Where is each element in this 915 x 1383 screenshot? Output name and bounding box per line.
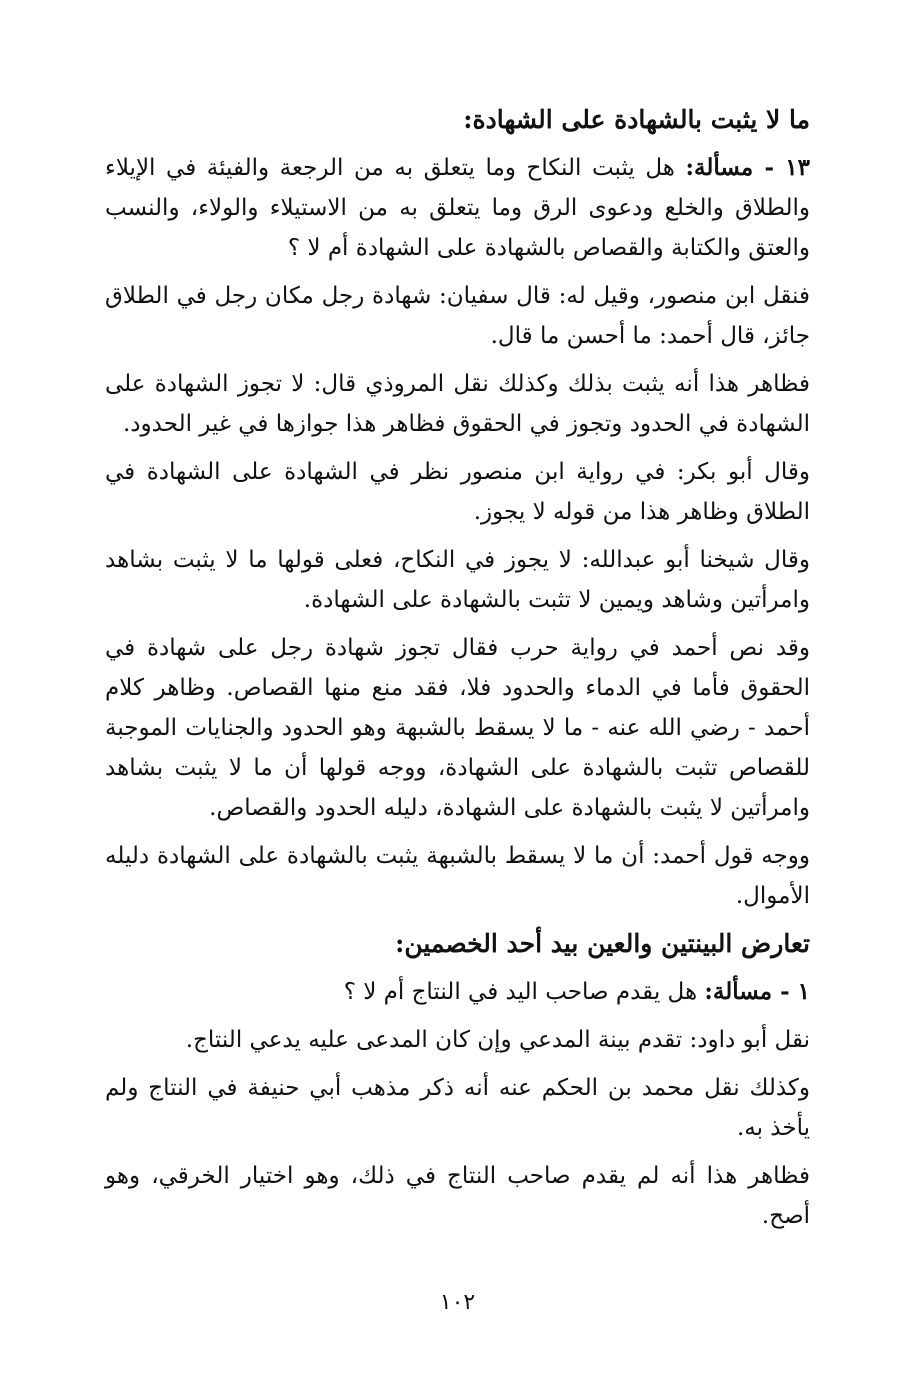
question-number: ١ - مسألة: bbox=[704, 978, 810, 1005]
question-paragraph bbox=[105, 148, 810, 268]
question-text: هل يقدم صاحب اليد في النتاج أم لا ؟ bbox=[343, 979, 705, 1005]
page-number: ١٠٢ bbox=[439, 1290, 476, 1315]
body-paragraph: وقال شيخنا أبو عبدالله: لا يجوز في النكاح، فعلى قولها ما لا يثبت بشاهد وامرأتين وشاهد ويمين لا تثبت بالشهادة على الشهادة. bbox=[105, 547, 810, 613]
body-paragraph: فنقل ابن منصور، وقيل له: قال سفيان: شهادة رجل مكان رجل في الطلاق جائز، قال أحمد: ما أحسن ما قال. bbox=[105, 283, 810, 349]
body-paragraph: فظاهر هذا أنه لم يقدم صاحب النتاج في ذلك، وهو اختيار الخرقي، وهو أصح. bbox=[105, 1163, 810, 1229]
section-heading: ما لا يثبت بالشهادة على الشهادة: bbox=[463, 105, 810, 134]
body-paragraph: وقال أبو بكر: في رواية ابن منصور نظر في الشهادة على الشهادة في الطلاق وظاهر هذا من قوله لا يجوز. bbox=[105, 459, 810, 525]
body-paragraph: وقد نص أحمد في رواية حرب فقال تجوز شهادة رجل على شهادة في الحقوق فأما في الدماء والحدود فلا، فقد منع منها القصاص. وظاهر كلام أحمد - رضي الله عنه - ما لا يسقط بالشبهة وهو الحدود والجنايات الموجبة للقصاص تثبت بالشهادة على الشهادة، ووجه قولها أن ما لا يثبت بشاهد وامرأتين لا يثبت بالشهادة على الشهادة، دليله الحدود والقصاص. bbox=[105, 635, 810, 821]
section-heading: تعارض البينتين والعين بيد أحد الخصمين: bbox=[395, 929, 810, 958]
question-number: ١٣ - مسألة: bbox=[685, 154, 810, 181]
question-text: هل يثبت النكاح وما يتعلق به من الرجعة والفيئة في الإيلاء والطلاق والخلع ودعوى الرق وما يتعلق به من الاستيلاء والولاء، والنسب والعتق والكتابة والقصاص بالشهادة على الشهادة أم لا ؟ bbox=[105, 155, 810, 261]
body-paragraph: ووجه قول أحمد: أن ما لا يسقط بالشبهة يثبت بالشهادة على الشهادة دليله الأموال. bbox=[105, 843, 810, 909]
question-paragraph bbox=[105, 972, 810, 1012]
body-paragraph: فظاهر هذا أنه يثبت بذلك وكذلك نقل المروذي قال: لا تجوز الشهادة على الشهادة في الحدود وتجوز في الحقوق فظاهر هذا جوازها في غير الحدود. bbox=[105, 371, 810, 437]
body-paragraph: وكذلك نقل محمد بن الحكم عنه أنه ذكر مذهب أبي حنيفة في النتاج ولم يأخذ به. bbox=[105, 1075, 810, 1141]
body-paragraph: نقل أبو داود: تقدم بينة المدعي وإن كان المدعى عليه يدعي النتاج. bbox=[185, 1027, 810, 1053]
